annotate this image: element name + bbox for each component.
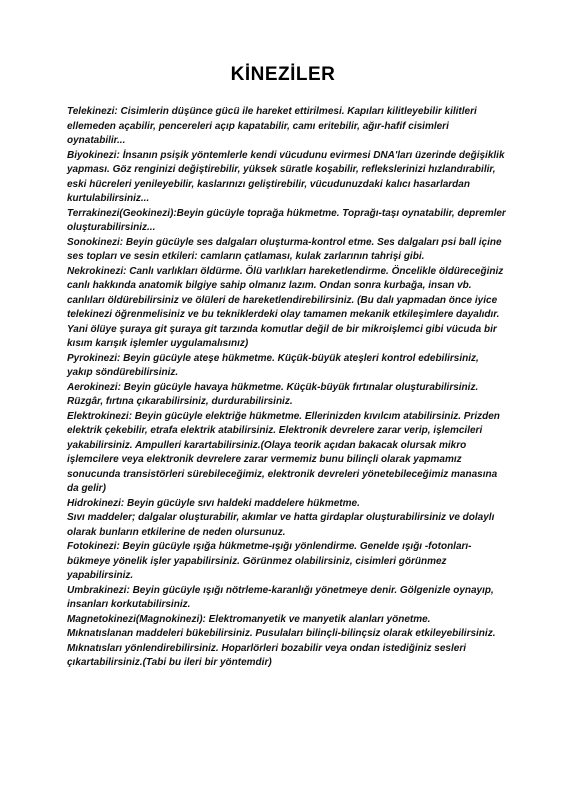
paragraph-pyrokinezi: Pyrokinezi: Beyin gücüyle ateşe hükmetme. Küçük-büyük ateşleri kontrol edebilirsiniz, yakıp söndürebilirsiniz.: [67, 352, 479, 378]
paragraph-biyokinezi: Biyokinezi: İnsanın psişik yöntemlerle kendi vücudunu evirmesi DNA'ları üzerinde değişiklik yapması. Göz renginizi değiştirebilir, yüksek süratle koşabilir, reflekslerinizi hızlandırabilir, eski hücreleri yenileyebilir, kaslarınızı geliştirebilir, vücudunuzdaki kalıcı hasarlardan kurtulabilirsiniz...: [67, 149, 505, 204]
paragraph-elektrokinezi: Elektrokinezi: Beyin gücüyle elektriğe hükmetme. Ellerinizden kıvılcım atabilirsiniz. Prizden elektrik çekebilir, etrafa elektrik atabilirsiniz. Elektronik devrelere zarar verip, işlemcileri yakabilirsiniz. Ampulleri karartabilirsiniz.(Olaya teorik açıdan bakacak olursak mikro işlemcilere veya elektronik devrelere zarar vermemiz bunu bilinçli olarak yapmamız sonucunda transistörleri sürebileceğimiz, elektronik devreleri yönetebileceğimiz manasına da gelir): [67, 410, 500, 494]
paragraph-sonokinezi: Sonokinezi: Beyin gücüyle ses dalgaları oluşturma-kontrol etme. Ses dalgaları psi ball içine ses topları ve sesin etkileri: camların çatlaması, kulak zarlarının tahrişi gibi.: [67, 236, 502, 262]
document-title: KİNEZİLER: [230, 64, 336, 85]
paragraph-terrakinezi: Terrakinezi(Geokinezi):Beyin gücüyle toprağa hükmetme. Toprağı-taşı oynatabilir, depremler oluşturabilirsiniz...: [67, 207, 506, 233]
paragraph-nekrokinezi: Nekrokinezi: Canlı varlıkları öldürme. Ölü varlıkları hareketlendirme. Öncelikle öldüreceğiniz canlı hakkında anatomik bilgiye sahip olmanız lazım. Ondan sonra kurbağa, insan vb. canlıları öldürebilirsiniz ve ölüleri de hareketlendirebilirsiniz. (Bu dalı yapmadan önce iyice telekinezi öğrenmelisiniz ve bu tekniklerdeki olay tamamen mekanik etkileşimlere dayalıdır. Yani ölüye şuraya git şuraya git tarzında komutlar değil de bir mikroişlemci gibi vücuda bir kısım karışık işlemler uygulamalısınız): [67, 265, 504, 349]
paragraph-umbrakinezi: Umbrakinezi: Beyin gücüyle ışığı nötrleme-karanlığı yönetmeye denir. Gölgenizle oynayıp, insanları korkutabilirsiniz.: [67, 584, 494, 610]
paragraph-sivi-maddeler: Sıvı maddeler; dalgalar oluşturabilir, akımlar ve hatta girdaplar oluşturabilirsiniz ve dolaylı olarak bunların etkilerine de neden olursunuz.: [67, 512, 495, 538]
paragraph-telekinezi: Telekinezi: Cisimlerin düşünce gücü ile hareket ettirilmesi. Kapıları kilitleyebilir kilitleri ellemeden açabilir, pencereleri açıp kapatabilir, camı eritebilir, ağır-hafif cisimleri oynatabilir...: [67, 106, 477, 146]
paragraph-aerokinezi: Aerokinezi: Beyin gücüyle havaya hükmetme. Küçük-büyük fırtınalar oluşturabilirsiniz. Rüzgâr, fırtına çıkarabilirsiniz, durdurabilirsiniz.: [67, 381, 479, 407]
paragraph-hidrokinezi: Hidrokinezi: Beyin gücüyle sıvı haldeki maddelere hükmetme.: [67, 497, 360, 509]
paragraph-magnetokinezi: Magnetokinezi(Magnokinezi): Elektromanyetik ve manyetik alanları yönetme.: [67, 613, 431, 625]
paragraph-fotokinezi: Fotokinezi: Beyin gücüyle ışığa hükmetme-ışığı yönlendirme. Genelde ışığı -fotonları- bükmeye yönelik işler yapabilirsiniz. Görünmez olabilirsiniz, cisimleri görünmez yapabilirsiniz.: [67, 541, 472, 581]
paragraph-miknatis: Mıknatıslanan maddeleri bükebilirsiniz. Pusulaları bilinçli-bilinçsiz olarak etkileyebilirsiniz. Mıknatısları yönlendirebilirsiniz. Hoparlörleri bozabilir veya ondan istediğiniz sesleri çıkartabilirsiniz.(Tabi bu ileri bir yöntemdir): [67, 628, 496, 668]
document-body: [67, 105, 507, 671]
